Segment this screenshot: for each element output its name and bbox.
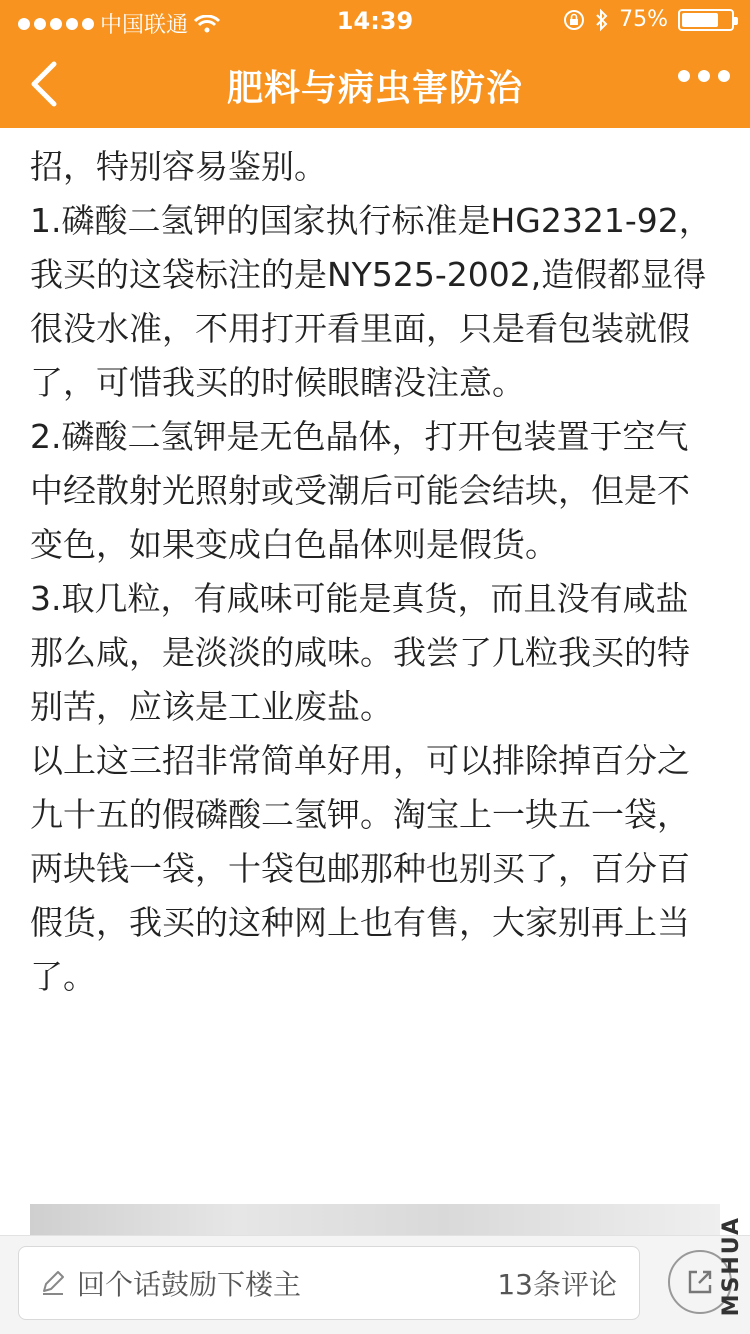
page-title: 肥料与病虫害防治 bbox=[226, 68, 523, 109]
status-bar bbox=[0, 0, 750, 40]
post-paragraph: 3.取几粒，有咸味可能是真货，而且没有咸盐那么咸，是淡淡的咸味。我尝了几粒我买的特别苦，应该是工业废盐。 bbox=[30, 579, 690, 726]
rotation-lock-icon bbox=[563, 9, 585, 31]
battery-percent: 75% bbox=[619, 7, 668, 32]
more-dots-icon[interactable] bbox=[678, 70, 730, 82]
status-time: 14:39 bbox=[336, 7, 414, 35]
watermark: MSHUA bbox=[719, 1215, 744, 1316]
comment-input[interactable] bbox=[18, 1246, 640, 1320]
post-paragraph: 招，特别容易鉴别。 bbox=[30, 147, 327, 186]
pen-icon bbox=[39, 1269, 67, 1297]
app-header bbox=[0, 0, 750, 128]
post-paragraph: 1.磷酸二氢钾的国家执行标准是HG2321-92，我买的这袋标注的是NY525-2002,造假都显得很没水准，不用打开看里面，只是看包装就假了，可惜我买的时候眼瞎没注意。 bbox=[30, 201, 712, 402]
post-image[interactable] bbox=[30, 1204, 720, 1236]
post-content bbox=[30, 140, 720, 1004]
battery-icon bbox=[678, 9, 734, 31]
share-icon bbox=[685, 1267, 715, 1297]
bottom-bar bbox=[0, 1235, 750, 1334]
nav-bar bbox=[0, 40, 750, 128]
comment-placeholder: 回个话鼓励下楼主 bbox=[77, 1268, 302, 1301]
comment-count[interactable]: 13条评论 bbox=[497, 1268, 617, 1301]
bluetooth-icon bbox=[595, 8, 609, 32]
post-paragraph: 以上这三招非常简单好用，可以排除掉百分之九十五的假磷酸二氢钾。淘宝上一块五一袋，两块钱一袋，十袋包邮那种也别买了，百分百假货，我买的这种网上也有售，大家别再上当了。 bbox=[30, 741, 690, 996]
battery-fill bbox=[682, 13, 718, 27]
status-right bbox=[563, 7, 734, 32]
carrier-label: 中国联通 bbox=[100, 13, 189, 38]
post-paragraph: 2.磷酸二氢钾是无色晶体，打开包装置于空气中经散射光照射或受潮后可能会结块，但是不变色，如果变成白色晶体则是假货。 bbox=[30, 417, 690, 564]
